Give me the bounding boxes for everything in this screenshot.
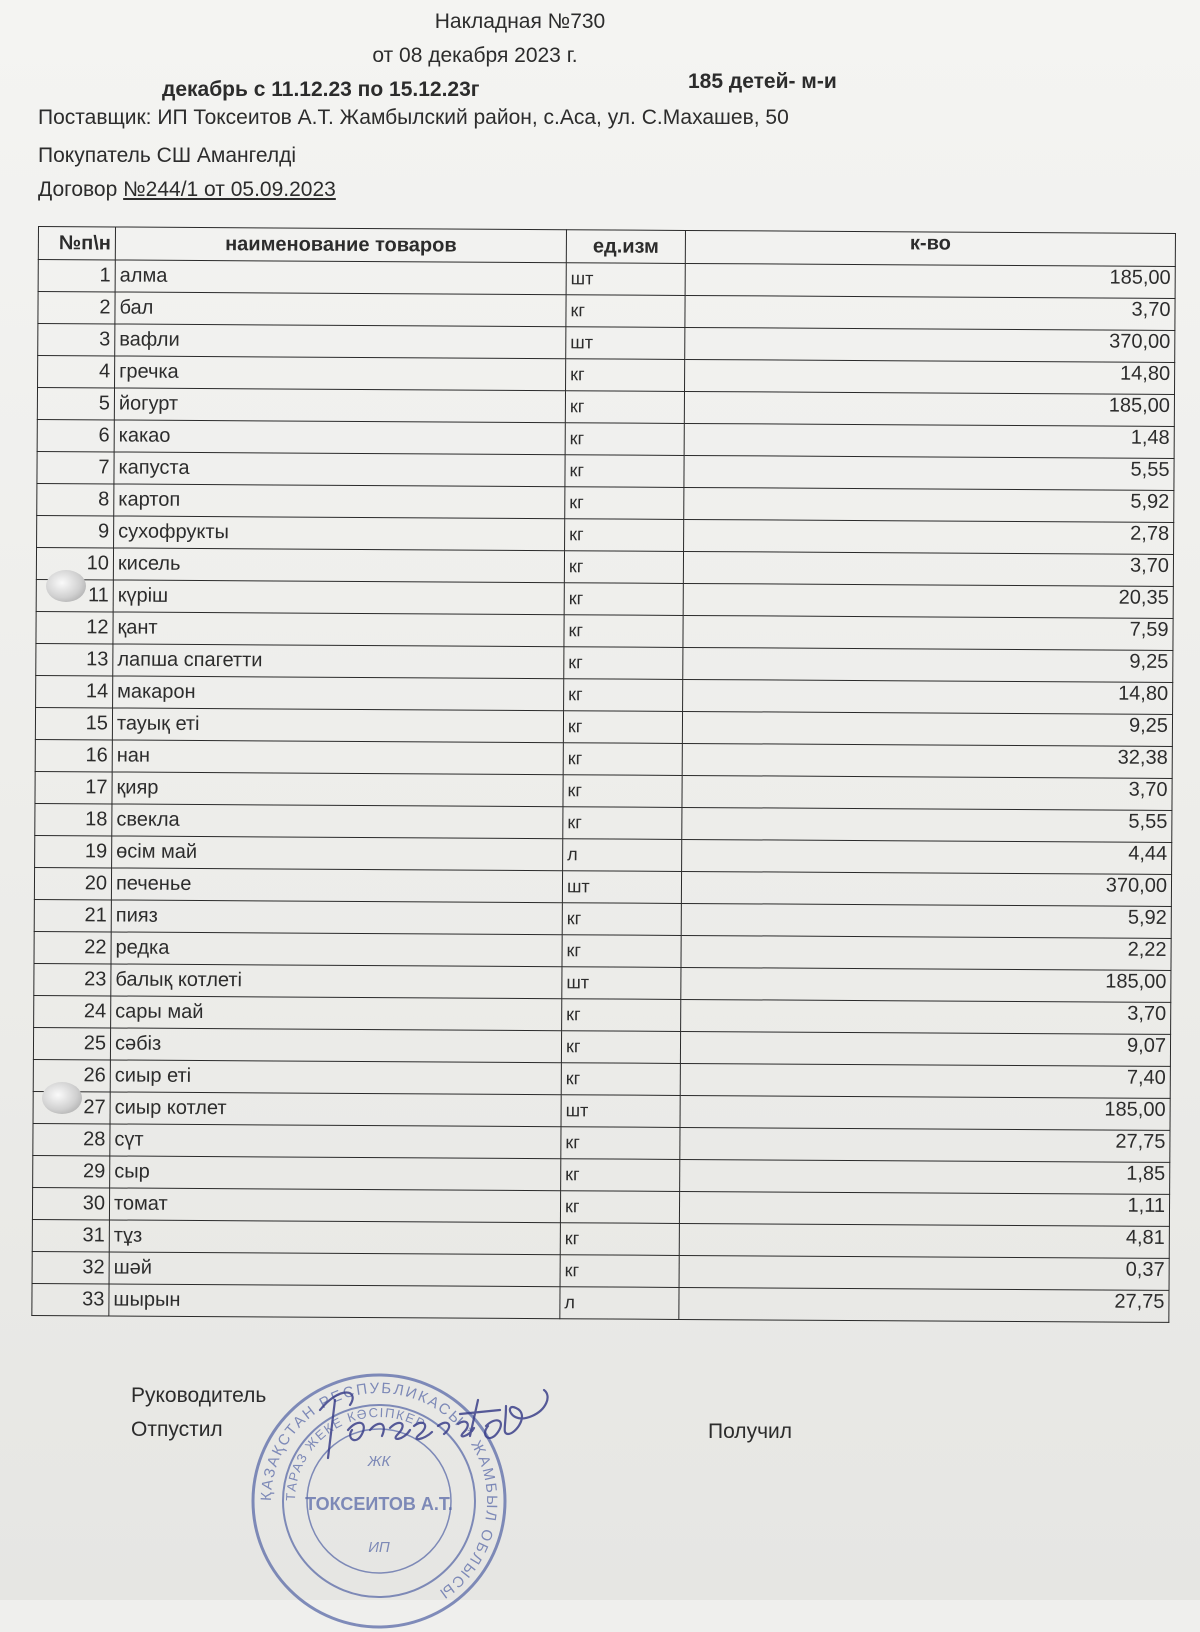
row-unit: л xyxy=(563,839,682,872)
row-quantity: 9,25 xyxy=(682,711,1172,746)
row-quantity: 1,85 xyxy=(680,1159,1170,1194)
row-item-name: лапша спагетти xyxy=(113,644,564,679)
row-number: 18 xyxy=(35,803,112,835)
row-unit: кг xyxy=(561,1031,680,1064)
row-unit: кг xyxy=(564,679,683,712)
row-number: 23 xyxy=(34,963,111,995)
row-quantity: 1,11 xyxy=(679,1191,1169,1226)
row-number: 26 xyxy=(33,1059,110,1091)
period-label: декабрь с 11.12.23 по 15.12.23г xyxy=(162,78,480,101)
row-number: 17 xyxy=(35,771,112,803)
row-item-name: капуста xyxy=(114,452,565,487)
row-unit: кг xyxy=(565,519,684,552)
row-number: 16 xyxy=(35,739,112,771)
row-unit: кг xyxy=(564,551,683,584)
row-quantity: 185,00 xyxy=(685,263,1175,298)
row-quantity: 3,70 xyxy=(685,295,1175,330)
row-quantity: 9,07 xyxy=(680,1031,1170,1066)
row-quantity: 32,38 xyxy=(682,743,1172,778)
signature xyxy=(310,1380,560,1460)
row-unit: кг xyxy=(561,1063,680,1096)
row-quantity: 27,75 xyxy=(680,1127,1170,1162)
table-row xyxy=(32,1283,1169,1322)
row-quantity: 370,00 xyxy=(685,327,1175,362)
row-item-name: шәй xyxy=(109,1252,560,1287)
children-count: 185 детей- м-и xyxy=(688,70,837,93)
row-unit: шт xyxy=(566,263,685,296)
row-number: 4 xyxy=(38,356,115,388)
row-unit: кг xyxy=(566,295,685,328)
row-item-name: картоп xyxy=(114,484,565,519)
row-number: 9 xyxy=(37,515,114,547)
row-number: 6 xyxy=(37,419,114,451)
row-unit: кг xyxy=(564,615,683,648)
row-unit: кг xyxy=(562,935,681,968)
row-quantity: 14,80 xyxy=(685,359,1175,394)
row-item-name: бал xyxy=(115,292,566,327)
row-quantity: 5,55 xyxy=(682,807,1172,842)
punch-hole xyxy=(42,1082,82,1114)
row-item-name: өсім май xyxy=(112,836,563,871)
row-unit: кг xyxy=(565,487,684,520)
row-quantity: 185,00 xyxy=(684,391,1174,426)
row-unit: шт xyxy=(566,327,685,360)
contract-prefix: Договор xyxy=(38,178,124,201)
row-item-name: қияр xyxy=(112,772,563,807)
column-header-number: №п\н xyxy=(38,227,115,260)
supplier-line: Поставщик: ИП Токсеитов А.Т. Жамбылский район, с.Аса, ул. С.Махашев, 50 xyxy=(38,106,789,129)
row-number: 33 xyxy=(32,1283,109,1315)
row-item-name: күріш xyxy=(113,580,564,615)
row-unit: шт xyxy=(562,967,681,1000)
row-number: 12 xyxy=(36,611,113,643)
row-number: 14 xyxy=(36,675,113,707)
row-number: 22 xyxy=(34,931,111,963)
row-number: 32 xyxy=(32,1251,109,1283)
column-header-unit: ед.изм xyxy=(566,230,685,264)
row-number: 28 xyxy=(33,1123,110,1155)
row-item-name: нан xyxy=(112,740,563,775)
row-number: 7 xyxy=(37,451,114,483)
row-unit: шт xyxy=(562,871,681,904)
footer-head-label: Руководитель xyxy=(131,1384,267,1407)
row-quantity: 1,48 xyxy=(684,423,1174,458)
row-item-name: йогурт xyxy=(114,388,565,423)
row-unit: кг xyxy=(561,1127,680,1160)
row-quantity: 185,00 xyxy=(680,1095,1170,1130)
row-item-name: редка xyxy=(111,932,562,967)
row-number: 13 xyxy=(36,643,113,675)
row-item-name: вафли xyxy=(115,324,566,359)
row-item-name: печенье xyxy=(111,868,562,903)
row-quantity: 20,35 xyxy=(683,583,1173,618)
row-unit: кг xyxy=(562,999,681,1032)
row-item-name: сыр xyxy=(110,1156,561,1191)
row-quantity: 0,37 xyxy=(679,1255,1169,1290)
row-quantity: 5,55 xyxy=(684,455,1174,490)
row-item-name: макарон xyxy=(113,676,564,711)
row-number: 19 xyxy=(35,835,112,867)
row-item-name: сиыр котлет xyxy=(110,1092,561,1127)
row-unit: кг xyxy=(566,359,685,392)
row-quantity: 27,75 xyxy=(679,1287,1169,1322)
row-unit: кг xyxy=(565,455,684,488)
row-number: 20 xyxy=(34,867,111,899)
row-quantity: 3,70 xyxy=(681,999,1171,1034)
row-unit: кг xyxy=(560,1191,679,1224)
row-unit: кг xyxy=(562,903,681,936)
row-number: 27 xyxy=(33,1091,110,1123)
row-number: 11 xyxy=(36,579,113,611)
row-item-name: сәбіз xyxy=(110,1028,561,1063)
row-item-name: кисель xyxy=(113,548,564,583)
row-number: 29 xyxy=(33,1155,110,1187)
footer-released-label: Отпустил xyxy=(131,1418,223,1441)
row-quantity: 3,70 xyxy=(682,775,1172,810)
row-unit: кг xyxy=(563,743,682,776)
row-unit: кг xyxy=(563,807,682,840)
row-quantity: 7,59 xyxy=(683,615,1173,650)
row-number: 5 xyxy=(37,388,114,420)
row-unit: кг xyxy=(561,1159,680,1192)
row-quantity: 4,81 xyxy=(679,1223,1169,1258)
invoice-date: от 08 декабря 2023 г. xyxy=(372,44,578,67)
row-number: 8 xyxy=(37,483,114,515)
row-item-name: шырын xyxy=(109,1284,560,1319)
row-quantity: 5,92 xyxy=(684,487,1174,522)
row-item-name: пияз xyxy=(111,900,562,935)
row-unit: кг xyxy=(564,583,683,616)
row-item-name: сухофрукты xyxy=(114,516,565,551)
stamp-center-top: ЖК xyxy=(367,1453,391,1470)
stamp-center-bottom: ИП xyxy=(368,1539,390,1556)
row-unit: кг xyxy=(563,775,682,808)
row-unit: кг xyxy=(560,1223,679,1256)
row-quantity: 4,44 xyxy=(682,839,1172,874)
row-item-name: какао xyxy=(114,420,565,455)
row-number: 15 xyxy=(35,707,112,739)
contract-line xyxy=(38,178,336,202)
invoice-title: Накладная №730 xyxy=(434,10,606,33)
row-quantity: 7,40 xyxy=(680,1063,1170,1098)
row-number: 21 xyxy=(34,899,111,931)
row-quantity: 9,25 xyxy=(683,647,1173,682)
table-body xyxy=(32,260,1175,1323)
row-item-name: сары май xyxy=(111,996,562,1031)
row-quantity: 3,70 xyxy=(683,551,1173,586)
punch-hole xyxy=(46,570,86,602)
footer-received-label: Получил xyxy=(708,1420,792,1443)
row-item-name: тауық еті xyxy=(112,708,563,743)
row-item-name: қант xyxy=(113,612,564,647)
row-item-name: алма xyxy=(115,260,566,295)
row-quantity: 2,78 xyxy=(684,519,1174,554)
buyer-line: Покупатель СШ Амангелді xyxy=(38,144,296,167)
goods-table xyxy=(31,226,1176,1323)
stamp-center-name: ТОКСЕИТОВ А.Т. xyxy=(305,1494,453,1514)
contract-number: №244/1 от 05.09.2023 xyxy=(123,178,336,201)
row-unit: кг xyxy=(560,1255,679,1288)
row-quantity: 2,22 xyxy=(681,935,1171,970)
row-number: 1 xyxy=(38,260,115,292)
row-unit: кг xyxy=(563,711,682,744)
row-number: 3 xyxy=(38,324,115,356)
column-header-name: наименование товаров xyxy=(115,227,566,263)
row-number: 24 xyxy=(34,995,111,1027)
row-number: 30 xyxy=(32,1187,109,1219)
row-unit: кг xyxy=(565,423,684,456)
row-unit: л xyxy=(560,1287,679,1320)
row-unit: шт xyxy=(561,1095,680,1128)
row-item-name: тұз xyxy=(109,1220,560,1255)
row-item-name: сүт xyxy=(110,1124,561,1159)
row-item-name: гречка xyxy=(115,356,566,391)
column-header-quantity: к-во xyxy=(685,230,1175,266)
row-unit: кг xyxy=(564,647,683,680)
row-item-name: свекла xyxy=(112,804,563,839)
row-unit: кг xyxy=(565,391,684,424)
row-item-name: томат xyxy=(109,1188,560,1223)
row-number: 31 xyxy=(32,1219,109,1251)
row-quantity: 14,80 xyxy=(683,679,1173,714)
row-number: 10 xyxy=(36,547,113,579)
row-item-name: балық котлеті xyxy=(111,964,562,999)
row-number: 25 xyxy=(33,1027,110,1059)
row-quantity: 370,00 xyxy=(681,871,1171,906)
row-quantity: 5,92 xyxy=(681,903,1171,938)
row-quantity: 185,00 xyxy=(681,967,1171,1002)
stamp-outer-text: ҚАЗАҚСТАН РЕСПУБЛИКАСЫ * ЖАМБЫЛ ОБЛЫСЫ xyxy=(257,1379,501,1603)
row-number: 2 xyxy=(38,292,115,324)
row-item-name: сиыр еті xyxy=(110,1060,561,1095)
stamp-inner-text: ТАРАЗ ЖЕКЕ КӘСІПКЕР xyxy=(282,1404,429,1502)
